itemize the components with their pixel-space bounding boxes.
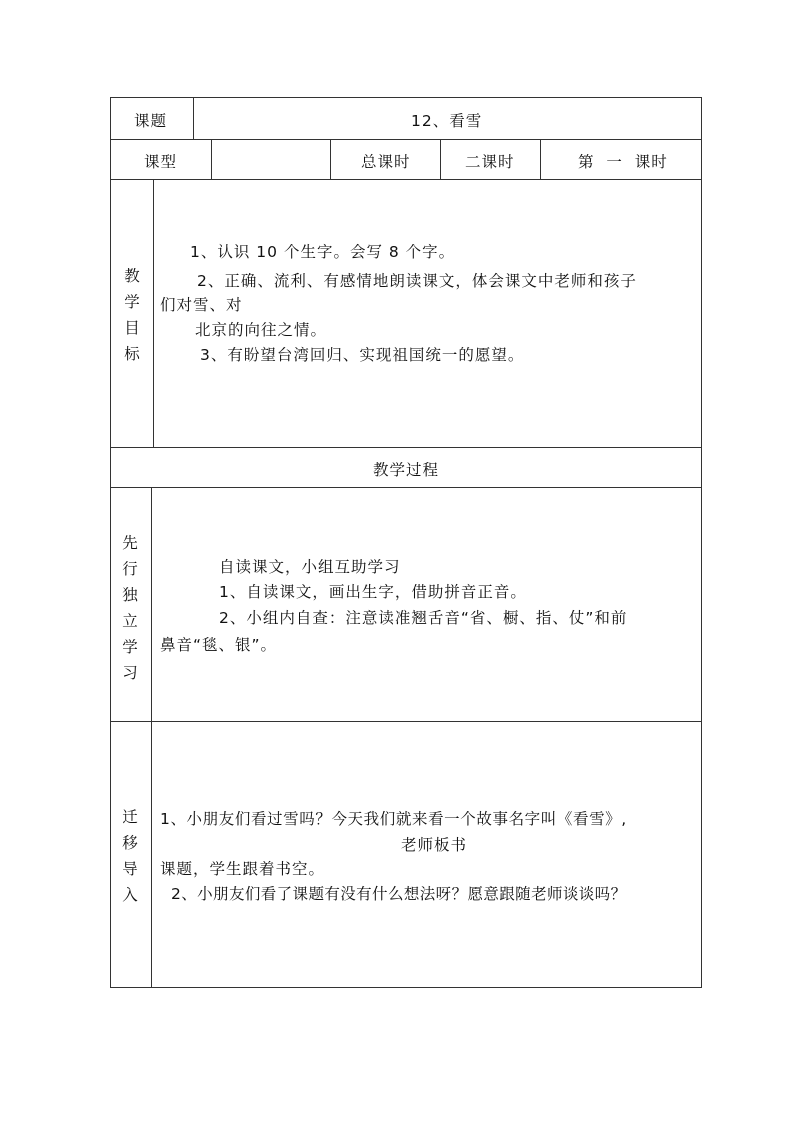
total-hours-value: 二课时 — [465, 153, 515, 171]
col-divider — [153, 179, 154, 447]
col-divider — [330, 139, 331, 179]
intro-line: 课题，学生跟着书空。 — [160, 860, 326, 878]
row-divider — [111, 139, 701, 140]
row-divider — [111, 721, 701, 722]
col-divider — [193, 98, 194, 139]
row-divider — [111, 447, 701, 448]
intro-line: 老师板书 — [401, 836, 468, 854]
intro-line: 2、小朋友们看了课题有没有什么想法呀？愿意跟随老师谈谈吗？ — [171, 885, 627, 903]
row-divider — [111, 487, 701, 488]
self-study-line: 自读课文，小组互助学习 — [219, 558, 401, 576]
intro-line: 1、小朋友们看过雪吗？今天我们就来看一个故事名字叫《看雪》, — [160, 810, 627, 828]
lesson-plan-table — [110, 97, 702, 988]
intro-label: 迁 移 导 入 — [122, 808, 138, 904]
col-divider — [151, 487, 152, 721]
col-divider — [211, 139, 212, 179]
col-divider — [440, 139, 441, 179]
objective-line: 2、正确、流利、有感情地朗读课文，体会课文中老师和孩子 — [197, 272, 637, 290]
objective-line: 们对雪、对 — [160, 296, 243, 314]
topic-value: 12、看雪 — [411, 112, 483, 130]
row-divider — [111, 179, 701, 180]
self-study-line: 1、自读课文，画出生字，借助拼音正音。 — [219, 583, 527, 601]
self-study-line: 鼻音“毯、银”。 — [160, 636, 278, 654]
objectives-label: 教 学 目 标 — [124, 267, 140, 363]
objective-line: 北京的向往之情。 — [195, 321, 328, 339]
self-study-label: 先 行 独 立 学 习 — [122, 534, 138, 682]
type-label: 课型 — [144, 153, 178, 171]
total-hours-label: 总课时 — [361, 153, 411, 171]
objective-line: 1、认识 10 个生字。会写 8 个字。 — [190, 243, 456, 261]
col-divider — [151, 721, 152, 987]
current-hour: 第 一 课时 — [578, 153, 668, 171]
objective-line: 3、有盼望台湾回归、实现祖国统一的愿望。 — [200, 346, 525, 364]
self-study-line: 2、小组内自查：注意读准翘舌音“省、橱、指、仗”和前 — [219, 609, 628, 627]
col-divider — [540, 139, 541, 179]
process-title: 教学过程 — [373, 461, 440, 479]
topic-label: 课题 — [134, 112, 168, 130]
